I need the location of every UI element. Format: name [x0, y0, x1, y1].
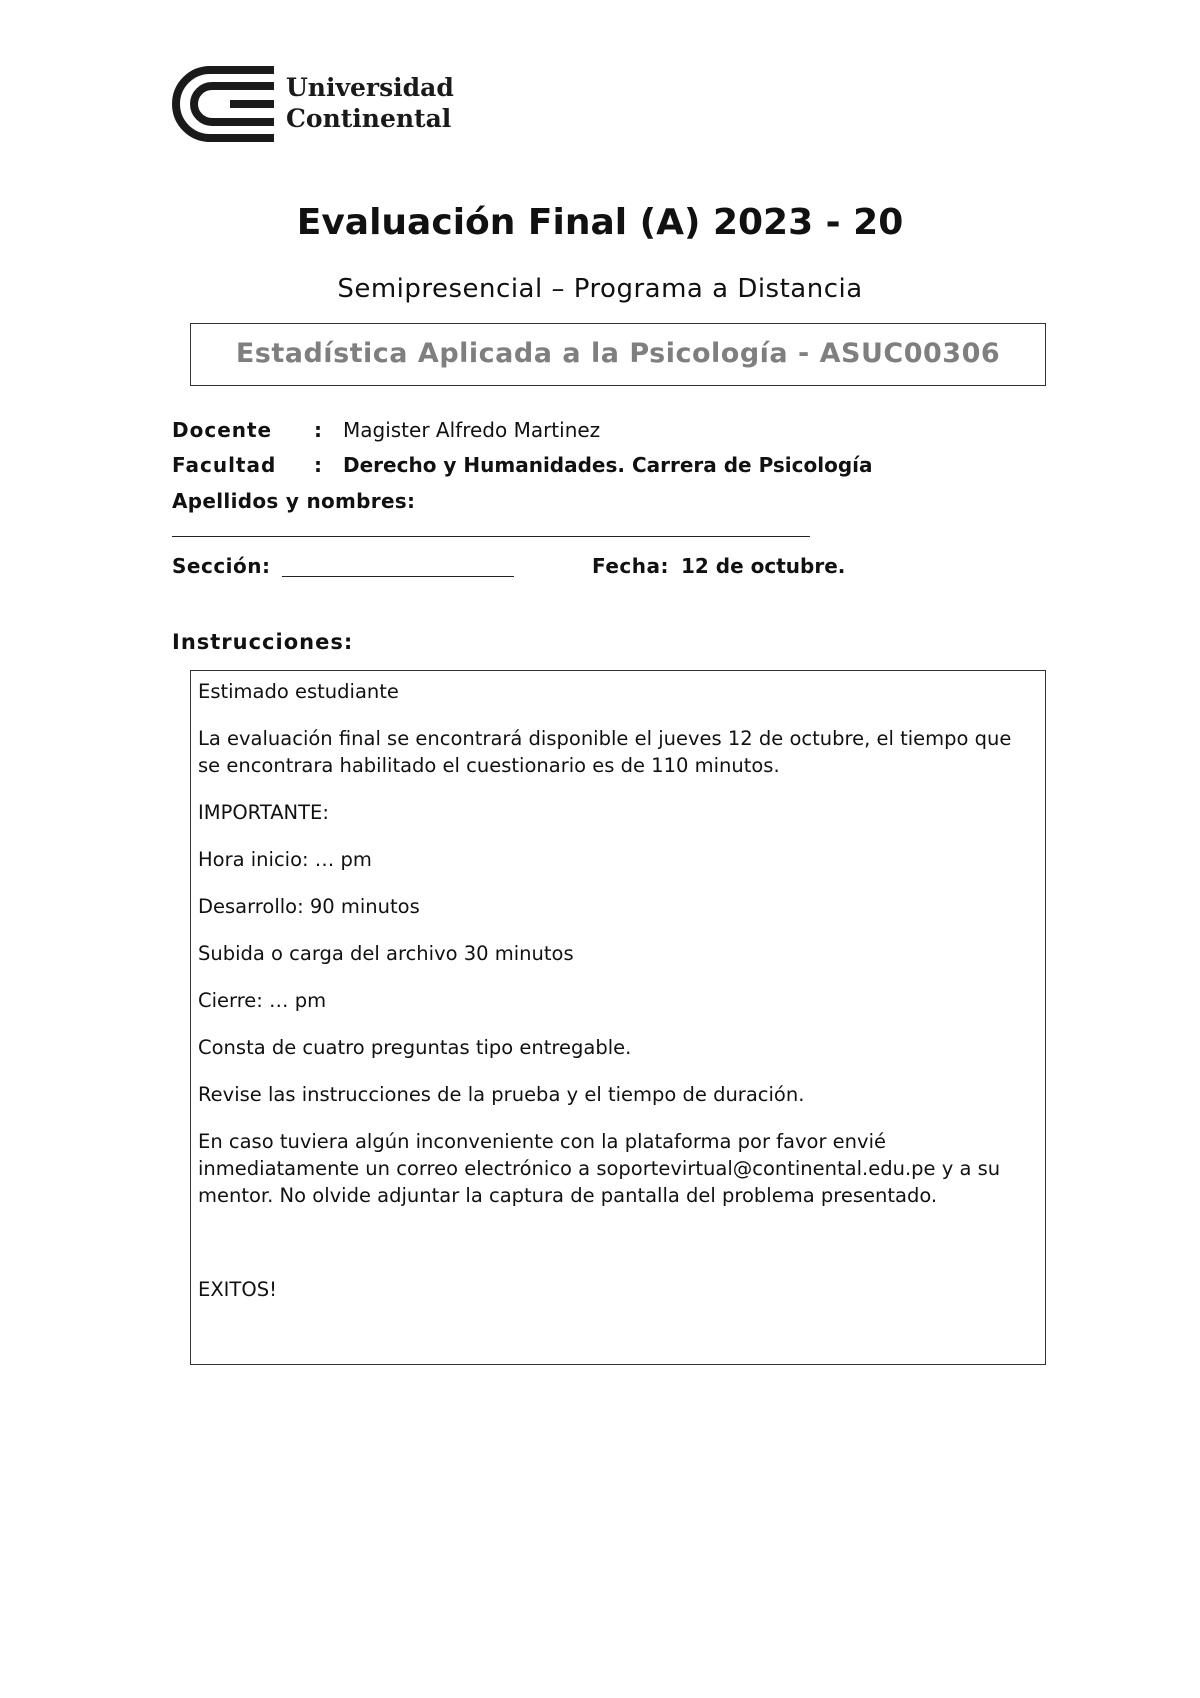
- logo-line-1: Universidad: [286, 73, 454, 102]
- universidad-continental-logo-icon: [170, 66, 274, 142]
- instruction-greeting: Estimado estudiante: [198, 680, 399, 703]
- facultad-label: Facultad: [172, 453, 277, 477]
- instruction-start-time: Hora inicio: … pm: [198, 848, 372, 871]
- seccion-blank-line: [282, 576, 514, 577]
- docente-label: Docente: [172, 418, 273, 442]
- instruction-availability: La evaluación final se encontrará disponible el jueves 12 de octubre, el tiempo que se encontrara habilitado el cuestionario es de 110 minutos.: [198, 727, 1012, 777]
- logo-line-2: Continental: [286, 104, 452, 133]
- logo-wordmark: [286, 72, 454, 134]
- seccion-label: Sección:: [172, 554, 271, 578]
- facultad-value: Derecho y Humanidades. Carrera de Psicología: [343, 453, 873, 477]
- facultad-colon: :: [314, 453, 322, 477]
- fecha-label: Fecha:: [592, 554, 670, 578]
- docente-colon: :: [314, 418, 322, 442]
- instruction-support: En caso tuviera algún inconveniente con la plataforma por favor envié inmediatamente un correo electrónico a soportevirtual@continental.edu.pe y a su mentor. No olvide adjuntar la captura de pantalla del problema presentado.: [198, 1130, 1001, 1207]
- docente-value: Magister Alfredo Martinez: [343, 418, 601, 442]
- instruction-close-time: Cierre: … pm: [198, 989, 327, 1012]
- apellidos-blank-line: [172, 536, 810, 537]
- course-title-box: [190, 323, 1046, 386]
- instructions-heading: Instrucciones:: [172, 630, 354, 654]
- instruction-closing: EXITOS!: [198, 1278, 277, 1301]
- instruction-upload: Subida o carga del archivo 30 minutos: [198, 942, 574, 965]
- instructions-box: [190, 670, 1046, 1365]
- instruction-development: Desarrollo: 90 minutos: [198, 895, 420, 918]
- university-logo: [170, 66, 454, 142]
- apellidos-label: Apellidos y nombres:: [172, 489, 416, 513]
- course-title: Estadística Aplicada a la Psicología - ASUC00306: [235, 338, 1001, 369]
- instruction-questions: Consta de cuatro preguntas tipo entregable.: [198, 1036, 632, 1059]
- fecha-value: 12 de octubre.: [681, 554, 846, 578]
- page-subtitle: Semipresencial – Programa a Distancia: [337, 274, 863, 304]
- page-title: Evaluación Final (A) 2023 - 20: [296, 202, 904, 243]
- instruction-important: IMPORTANTE:: [198, 801, 329, 824]
- instruction-review: Revise las instrucciones de la prueba y el tiempo de duración.: [198, 1083, 805, 1106]
